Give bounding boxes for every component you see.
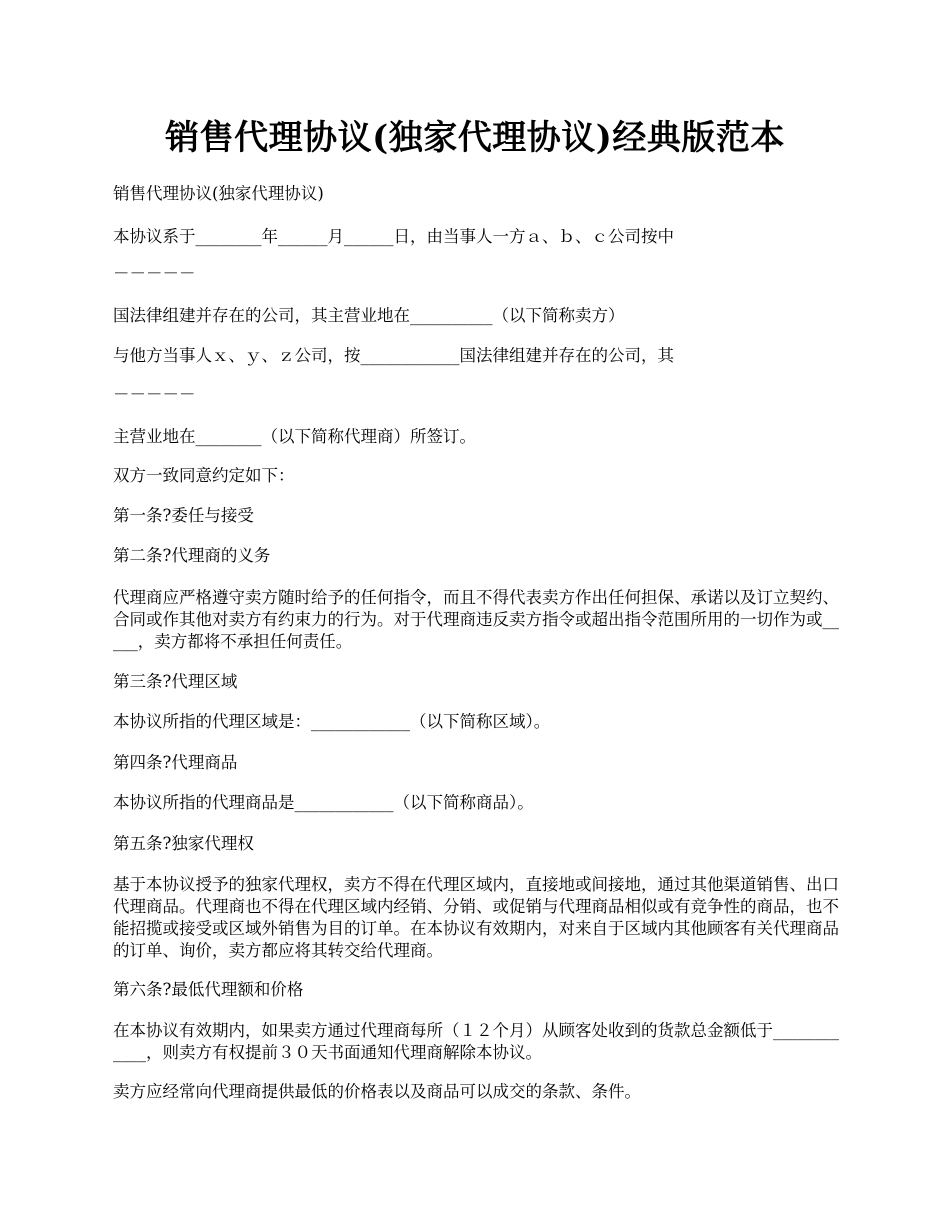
paragraph-dash-line-1: －－－－－ bbox=[113, 264, 196, 283]
article-6-body-2: 卖方应经常向代理商提供最低的价格表以及商品可以成交的条款、条件。 bbox=[113, 1082, 641, 1101]
article-1-heading: 第一条?委任与接受 bbox=[113, 506, 254, 525]
paragraph-dash-line-2: －－－－－ bbox=[113, 385, 196, 404]
document-title: 销售代理协议(独家代理协议)经典版范本 bbox=[165, 118, 785, 158]
paragraph-intro-line-4: 主营业地在________（以下简称代理商）所签订。 bbox=[113, 427, 476, 446]
article-4-heading: 第四条?代理商品 bbox=[113, 753, 238, 772]
paragraph-intro-line-2: 国法律组建并存在的公司，其主营业地在__________（以下简称卖方） bbox=[113, 306, 625, 325]
article-6-heading: 第六条?最低代理额和价格 bbox=[113, 980, 304, 999]
article-4-body: 本协议所指的代理商品是____________（以下简称商品）。 bbox=[113, 793, 534, 812]
article-3-body: 本协议所指的代理区域是：____________（以下简称区域）。 bbox=[113, 712, 551, 731]
paragraph-intro-line-3: 与他方当事人ｘ、ｙ、ｚ公司，按____________国法律组建并存在的公司，其 bbox=[113, 346, 674, 365]
article-2-heading: 第二条?代理商的义务 bbox=[113, 546, 271, 565]
article-6-body: 在本协议有效期内，如果卖方通过代理商每所（１２个月）从顾客处收到的货款总金额低于____________，则卖方有权提前３０天书面通知代理商解除本协议。 bbox=[113, 1021, 839, 1062]
article-3-heading: 第三条?代理区域 bbox=[113, 672, 238, 691]
article-5-heading: 第五条?独家代理权 bbox=[113, 834, 254, 853]
paragraph-subtitle: 销售代理协议(独家代理协议) bbox=[113, 184, 324, 203]
paragraph-agreement: 双方一致同意约定如下： bbox=[113, 466, 295, 485]
paragraph-intro-line-1: 本协议系于________年______月______日，由当事人一方ａ、ｂ、ｃ公司按中 bbox=[113, 227, 674, 246]
article-5-body: 基于本协议授予的独家代理权，卖方不得在代理区域内，直接地或间接地，通过其他渠道销售、出口代理商品。代理商也不得在代理区域内经销、分销、或促销与代理商品相似或有竞争性的商品，也不能招揽或接受或区域外销售为目的订单。在本协议有效期内，对来自于区域内其他顾客有关代理商品的订单、询价，卖方都应将其转交给代理商。 bbox=[113, 875, 839, 960]
article-2-body: 代理商应严格遵守卖方随时给予的任何指令，而且不得代表卖方作出任何担保、承诺以及订立契约、合同或作其他对卖方有约束力的行为。对于代理商违反卖方指令或超出指令范围所用的一切作为或_____，卖方都将不承担任何责任。 bbox=[113, 588, 839, 651]
